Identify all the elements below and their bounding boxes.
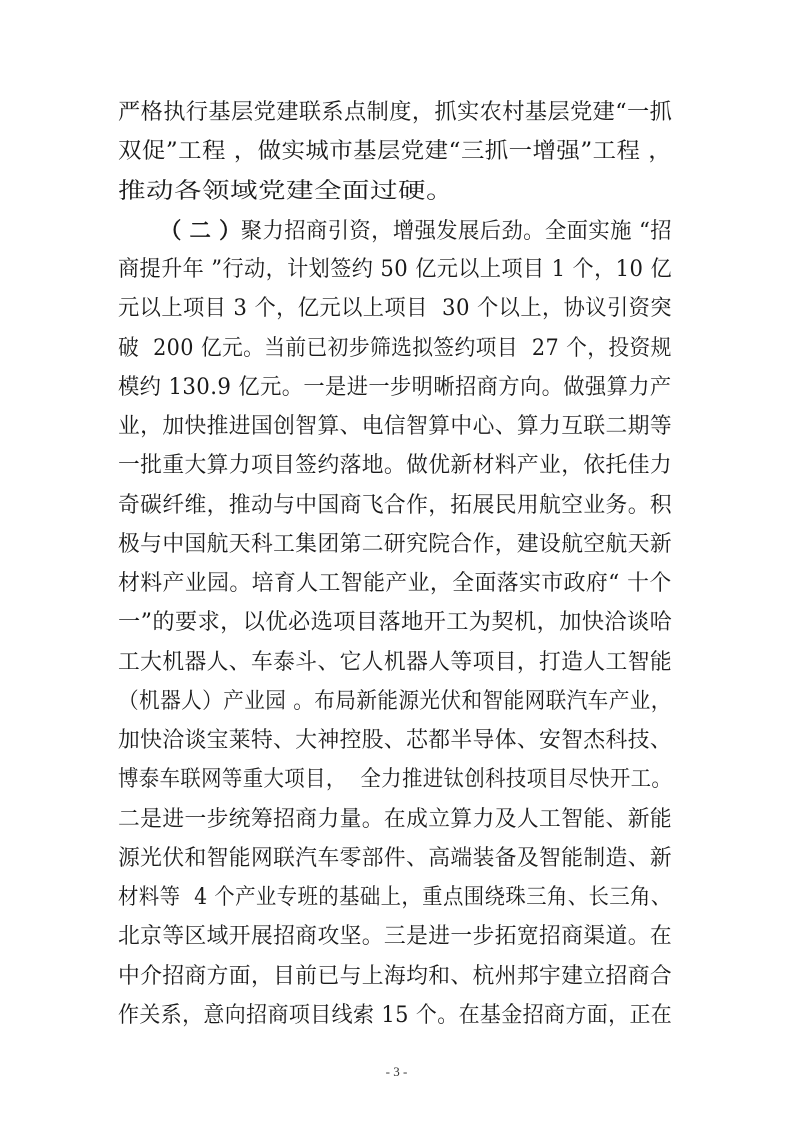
body-text-line: 元以上项目 3 个，亿元以上项目 30 个以上，协议引资突 <box>118 296 672 321</box>
body-text-line: 奇碳纤维，推动与中国商飞合作，拓展民用航空业务。积 <box>118 493 673 518</box>
body-text-line: 北京等区域开展招商攻坚。三是进一步拓宽招商渠道。在 <box>118 924 673 949</box>
body-text-line: 业，加快推进国创智算、电信智算中心、算力互联二期等 <box>118 414 673 439</box>
body-text-line: 一”的要求，以优必选项目落地开工为契机，加快洽谈哈 <box>118 610 673 635</box>
body-text-line: 材料等 4 个产业专班的基础上，重点围绕珠三角、长三角、 <box>118 885 672 910</box>
body-text-line: 一批重大算力项目签约落地。做优新材料产业，依托佳力 <box>118 453 673 478</box>
body-text-line: （机器人）产业园 。布局新能源光伏和智能网联汽车产业， <box>118 689 672 714</box>
section-heading-text: 聚力招商引资，增强发展后劲。全面实施 “招 <box>240 219 672 244</box>
body-text-line: 加快洽谈宝莱特、大神控股、芯都半导体、安智杰科技、 <box>118 728 673 753</box>
section-heading-line <box>160 218 672 245</box>
section-heading-prefix: （ 二 ） <box>160 218 241 244</box>
body-text-line: 严格执行基层党建联系点制度，抓实农村基层党建“一抓 <box>118 100 673 125</box>
body-text-line: 二是进一步统筹招商力量。在成立算力及人工智能、新能 <box>118 807 673 832</box>
body-text-line: 极与中国航天科工集团第二研究院合作，建设航空航天新 <box>118 532 673 557</box>
body-text-line: 推动各领域党建全面过硬。 <box>118 179 455 204</box>
body-text-line: 博泰车联网等重大项目， 全力推进钛创科技项目尽快开工。 <box>118 767 673 792</box>
body-text-line: 源光伏和智能网联汽车零部件、高端装备及智能制造、新 <box>118 846 673 871</box>
body-text-line: 中介招商方面，目前已与上海均和、杭州邦宇建立招商合 <box>118 964 673 989</box>
body-text-line: 工大机器人、车泰斗、它人机器人等项目，打造人工智能 <box>118 650 673 675</box>
body-text-line: 作关系，意向招商项目线索 15 个。在基金招商方面，正在 <box>118 1003 673 1028</box>
body-text-line: 破 200 亿元。当前已初步筛选拟签约项目 27 个，投资规 <box>118 336 672 361</box>
body-text-line: 双促”工程 ，做实城市基层党建“三抓一增强”工程 ， <box>118 139 673 164</box>
body-text-line: 模约 130.9 亿元。一是进一步明晰招商方向。做强算力产 <box>118 375 672 400</box>
page-number: - 3 - <box>385 1064 408 1079</box>
body-text-line: 商提升年 ”行动，计划签约 50 亿元以上项目 1 个，10 亿 <box>118 257 672 282</box>
body-text-line: 材料产业园。培育人工智能产业，全面落实市政府“ 十个 <box>118 571 672 596</box>
